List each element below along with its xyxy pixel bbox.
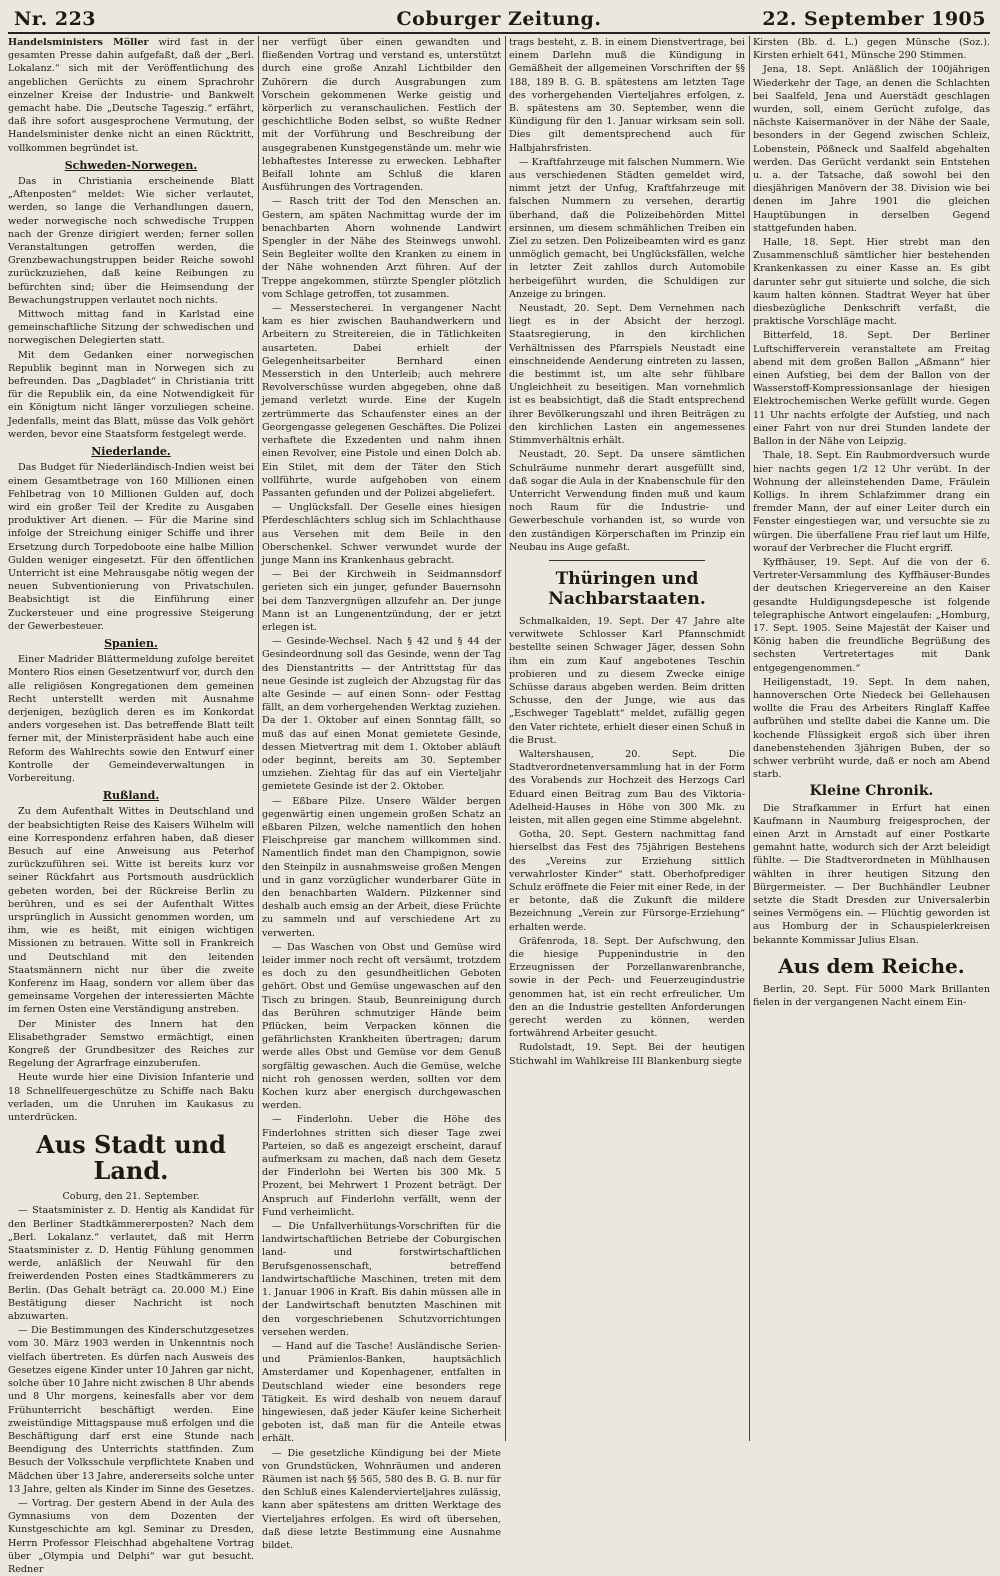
section-heading: Kleine Chronik.: [809, 783, 934, 800]
article-paragraph: Kirsten (Bb. d. L.) gegen Münsche (Soz.). Kirsten erhielt 641, Münsche 290 Stimmen.: [753, 37, 990, 62]
article-paragraph: — Staatsminister z. D. Hentig als Kandidat für den Berliner Stadtkämmererposten? Nach dem „Berl. Lokalanz.“ verlautet, daß mit Herrn Staatsminister z. D. Hentig Fühlung genommen werde, anläßlich der Neuwahl für den freiwerdenden Posten eines Stadtkämmerers zu Berlin. (Das Gehalt beträgt ca. 20.000 M.) Eine Bestätigung dieser Nachricht ist noch abzuwarten.: [8, 1205, 254, 1323]
article-paragraph: Jena, 18. Sept. Anläßlich der 100jährigen Wiederkehr der Tage, an denen die Schlachten bei Saalfeld, Jena und Auerstädt geschlagen wurden, soll, einem Gerücht zufolge, das nächste Kaisermanöver in der Nähe der Saale, besonders in der Gegend zwischen Schleiz, Lobenstein, Pößneck und Saalfeld abgehalten werden. Das Gerücht verdankt sein Entstehen u. a. der Tatsache, daß sowohl bei den diesjährigen Manövern der 38. Division wie bei denen im Jahre 1901 die gleichen Hauptübungen in derselben Gegend stattgefunden haben.: [753, 64, 990, 234]
newspaper-title: Coburger Zeitung.: [396, 8, 602, 30]
article-paragraph: — Messerstecherei. In vergangener Nacht kam es hier zwischen Bauhandwerkern und Arbeitern zu Streitereien, die in Tätlichkeiten ausarteten. Dabei erhielt der Gelegenheitsarbeiter Bernhard einen Messerstich in den Unterleib; auch mehrere Revolverschüsse wurden abgegeben, ohne daß jemand verletzt wurde. Eine der Kugeln zertrümmerte das Schaufenster eines an der Georgengasse gelegenen Geschäftes. Die Polizei verhaftete die Exzedenten und nahm ihnen einen Revolver, eine Pistole und einen Dolch ab. Ein Stilet, mit dem der Täter den Stich vollführte, wurde aufgehoben von einem Passanten gefunden und der Polizei abgeliefert.: [262, 303, 501, 499]
section-heading: Spanien.: [104, 636, 158, 650]
article-paragraph: Berlin, 20. Sept. Für 5000 Mark Brillanten fielen in der vergangenen Nacht einem Ein-: [753, 983, 990, 1009]
article-paragraph: — Rasch tritt der Tod den Menschen an. Gestern, am späten Nachmittag wurde der im benachbarten Ahorn wohnende Landwirt Spengler in der Nähe des Steinwegs unwohl. Sein Begleiter wollte den Kranken zu einem in der Nähe wohnenden Arzt führen. Auf der Treppe angekommen, stürzte Spengler plötzlich vom Schlage getroffen, tot zusammen.: [262, 196, 501, 300]
article-paragraph: — Finderlohn. Ueber die Höhe des Finderlohnes stritten sich dieser Tage zwei Parteien, so daß es angezeigt erscheint, darauf aufmerksam zu machen, daß nach dem Gesetz der Finderlohn bei Werten bis 300 Mk. 5 Prozent, bei Mehrwert 1 Prozent beträgt. Der Anspruch auf Finderlohn verfällt, wenn der Fund verheimlicht.: [262, 1114, 501, 1218]
article-paragraph: [8, 36, 254, 155]
article-paragraph: — Hand auf die Tasche! Ausländische Serien- und Prämienlos-Banken, hauptsächlich Amsterdamer und Kopenhagener, entfalten in Deutschland wieder eine besonders rege Tätigkeit. Es wird deshalb von neuem darauf hingewiesen, daß jeder Käufer keine Sicherheit geboten ist, daß man für die Anteile etwas erhält.: [262, 1340, 501, 1445]
column-2: [262, 36, 501, 1551]
article-paragraph: Einer Madrider Blättermeldung zufolge bereitet Montero Rios einen Gesetzentwurf vor, durch den alle religiösen Kongregationen dem gemeinen Recht unterstellt werden mit Ausnahme derjenigen, bezüglich deren es im Konkordat anders vorgesehen ist. Das betreffende Blatt teilt ferner mit, der Ministerpräsident habe auch eine Reform des Wahlrechts sowie den Entwurf einer Kontrolle der Gemeindeverwaltungen in Vorbereitung.: [8, 654, 254, 784]
article-paragraph: — Die Unfallverhütungs-Vorschriften für die landwirtschaftlichen Betriebe der Coburgischen land- und forstwirtschaftlichen Berufsgenossenschaft, betreffend landwirtschaftliche Maschinen, treten mit dem 1. Januar 1906 in Kraft. Bis dahin müssen alle in der Landwirtschaft benutzten Maschinen mit den vorgeschriebenen Schutzvorrichtungen versehen werden.: [262, 1221, 501, 1338]
article-text: wird fast in der gesamten Presse dahin aufgefaßt, daß der „Berl. Lokalanz.“ sich mit der Veröffentlichung des angeblichen Gerüchts zu einem Sprachrohr einzelner Kreise der Industrie- und Bankwelt gemacht habe. Die „Deutsche Tageszig.“ erfährt, daß ihre sofort ausgesprochene Vermutung, der Handelsminister denke nicht an einen Rücktritt, vollkommen begründet ist.: [8, 37, 254, 154]
section-title: Aus dem Reiche.: [778, 953, 965, 978]
column-1: [8, 36, 254, 1575]
dateline: Coburg, den 21. September.: [62, 1191, 200, 1203]
article-lead: Handelsministers Möller: [8, 37, 149, 48]
columns: [8, 36, 990, 1575]
article-paragraph: Thale, 18. Sept. Ein Raubmordversuch wurde hier nachts gegen 1/2 12 Uhr verübt. In der Wohnung der alleinstehenden Dame, Fräulein Kolligs. In ihrem Schlafzimmer drang ein fremder Mann, der auf einer Leiter durch ein Fenster eingestiegen war, und versuchte sie zu würgen. Die überfallene Frau rief laut um Hilfe, worauf der Verbrecher die Flucht ergriff.: [753, 450, 990, 554]
masthead: [8, 8, 990, 34]
article-paragraph: — Kraftfahrzeuge mit falschen Nummern. Wie aus verschiedenen Städten gemeldet wird, nimmt jetzt der Unfug, Kraftfahrzeuge mit falschen Nummern zu versehen, derartig überhand, daß die Polizeibehörden Mittel ersinnen, um diesem schmählichen Treiben ein Ziel zu setzen. Den Polizeibeamten wird es ganz unmöglich gemacht, bei Unglücksfällen, welche in letzter Zeit zahllos durch Automobile herbeigeführt wurden, die Schuldigen zur Anzeige zu bringen.: [509, 156, 745, 300]
section-heading: Rußland.: [102, 789, 160, 803]
article-paragraph: Gräfenroda, 18. Sept. Der Aufschwung, den die hiesige Puppenindustrie in den Erzeugnissen der Porzellanwarenbranche, sowie in der Pech- und Feuerzeugindustrie genommen hat, ist ein recht erfreulicher. Um den an die Industrie gestellten Anforderungen gerecht werden zu können, werden fortwährend Arbeiter gesucht.: [509, 935, 745, 1040]
article-paragraph: — Gesinde-Wechsel. Nach § 42 und § 44 der Gesindeordnung soll das Gesinde, wenn der Tag des Dienstantritts — der Antrittstag für das neue Gesinde ist zugleich der Abzugstag für das alte Gesinde — auf einen Sonn- oder Festtag fällt, an dem vorhergehenden Werktag zuziehen. Da der 1. Oktober auf einen Sonntag fällt, so muß das auf einen Monat gemietete Gesinde, dessen Mietvertrag mit dem 1. Oktober abläuft oder beginnt, bereits am 30. September umziehen. Ziehtag für das auf ein Vierteljahr gemietete Gesinde ist der 2. Oktober.: [262, 636, 501, 793]
section-heading: Schweden-Norwegen.: [64, 158, 198, 172]
article-paragraph: Schmalkalden, 19. Sept. Der 47 Jahre alte verwitwete Schlosser Karl Pfannschmidt bestellte seinen Schwager Jäger, dessen Sohn ihm ein zum Kauf angebotenes Teschin probieren und zu diesem Zwecke einige Schüsse daraus abgeben werden. Beim dritten Schusse, den der Junge, wie aus das „Eschweger Tageblatt“ meldet, zufällig gegen den Vater richtete, erhielt dieser einen Schuß in die Brust.: [509, 615, 745, 746]
section-title: Thüringen und Nachbarstaaten.: [548, 568, 706, 609]
article-paragraph: Gotha, 20. Sept. Gestern nachmittag fand hierselbst das Fest des 75jährigen Bestehens des „Vereins zur Erziehung sittlich verwahrloster Kinder“ statt. Oberhofprediger Schulz eröffnete die Feier mit einer Rede, in der er betonte, daß die Zukunft die mildere Bezeichnung „Verein zur Fürsorge-Erziehung“ erhalten werde.: [509, 829, 745, 933]
article-paragraph: Neustadt, 20. Sept. Da unsere sämtlichen Schulräume nunmehr derart ausgefüllt sind, daß sogar die Aula in der Knabenschule für den Unterricht Verwendung finden muß und kaum noch Raum für die Industrie- und Gewerbeschule vorhanden ist, so wurde von den zuständigen Körperschaften im Prinzip ein Neubau ins Auge gefaßt.: [509, 449, 745, 553]
article-paragraph: — Vortrag. Der gestern Abend in der Aula des Gymnasiums von dem Dozenten der Kunstgeschichte am kgl. Seminar zu Dresden, Herrn Professor Fleischhad abgehaltene Vortrag über „Olympia und Delphi“ war gut besucht. Redner: [8, 1497, 254, 1575]
article-paragraph: ner verfügt über einen gewandten und fließenden Vortrag und verstand es, unterstützt durch eine große Anzahl Lichtbilder den Zuhörern die durch Ausgrabungen zum Vorschein gekommenen Werke geistig und körperlich zu veranschaulichen. Festlich der geschichtliche Boden selbst, so wußte Redner mit der Vorführung und Beschreibung der ausgegrabenen Kunstgegenstände um. mehr wie lebhaftestes Interesse zu erwecken. Lebhafter Beifall lohnte am Schluß die klaren Ausführungen des Vortragenden.: [262, 37, 501, 194]
article-paragraph: Mit dem Gedanken einer norwegischen Republik beginnt man in Norwegen sich zu befreunden. Das „Dagbladet“ in Christiania tritt für die Republik ein, da eine Notwendigkeit für ein Königtum nicht länger vorzuliegen scheine. Jedenfalls, meint das Blatt, müsse das Volk gehört werden, bevor eine Staatsform festgelegt werde.: [8, 349, 254, 440]
article-paragraph: trags besteht, z. B. in einem Dienstvertrage, bei einem Darlehn muß die Kündigung in Gemäßheit der allgemeinen Vorschriften der §§ 188, 189 B. G. B. spätestens am letzten Tage des vorhergehenden Vierteljahres erfolgen, z. B. spätestens am 30. September, wenn die Kündigung für den 1. Januar wirksam sein soll. Dies gilt dementsprechend auch für Halbjahrsfristen.: [509, 37, 745, 154]
article-paragraph: Mittwoch mittag fand in Karlstad eine gemeinschaftliche Sitzung der schwedischen und norwegischen Delegierten statt.: [8, 309, 254, 347]
column-3: [509, 36, 745, 1441]
article-paragraph: — Eßbare Pilze. Unsere Wälder bergen gegenwärtig einen ungemein großen Schatz an eßbaren Pilzen, welche namentlich den hohen Fleischpreise gar manchem willkommen sind. Namentlich findet man den Champignon, sowie den Steinpilz in ausnahmsweise großen Mengen und in ganz vorzüglicher wunderbarer Güte in den benachbarten Waldern. Pilzkenner sind deshalb auch emsig an der Arbeit, diese Früchte zu sammeln und auf verschiedene Art zu verwerten.: [262, 795, 501, 939]
article-paragraph: — Unglücksfall. Der Geselle eines hiesigen Pferdeschlächters schlug sich im Schlachthause aus Versehen mit dem Beile in den Oberschenkel. Schwer verwundet wurde der junge Mann ins Krankenhaus gebracht.: [262, 502, 501, 566]
article-paragraph: — Die gesetzliche Kündigung bei der Miete von Grundstücken, Wohnräumen und anderen Räumen ist nach §§ 565, 580 des B. G. B. nur für den Schluß eines Kalendervierteljahres zulässig, kann aber spätestens am dritten Werktage des Vierteljahres erfolgen. Es wird oft übersehen, daß diese letzte Bestimmung eine Ausnahme bildet.: [262, 1447, 501, 1551]
column-rule: [258, 36, 259, 1441]
article-paragraph: Halle, 18. Sept. Hier strebt man den Zusammenschluß sämtlicher hier bestehenden Krankenkassen zu einer Kasse an. Es gibt darunter sehr gut situierte und solche, die sich kaum halten können. Stadtrat Weyer hat über diesbezügliche Denkschrift verfaßt, die praktische Vorschläge macht.: [753, 237, 990, 328]
article-paragraph: — Bei der Kirchweih in Seidmannsdorf gerieten sich ein junger, gefunder Bauernsohn bei dem Tanzvergnügen allzufehr an. Der junge Mann ist an Lungenentzündung, der er jetzt erlegen ist.: [262, 569, 501, 633]
column-rule: [505, 36, 506, 1441]
article-paragraph: Das Budget für Niederländisch-Indien weist bei einem Gesamtbetrage von 160 Millionen einen Fehlbetrag von 10 Millionen Gulden auf, doch wird ein großer Teil der Kredite zu Ausgaben produktiver Art dienen. — Für die Marine sind infolge der Streichung einiger Schiffe und ihrer Ersetzung durch Torpedoboote eine halbe Million Gulden weniger eingesetzt. Für den öffentlichen Unterricht ist eine Mehrausgabe nötig wegen der neuen Subventionierung von Privatschulen. Beabsichtigt ist die Einführung einer Zuckersteuer und eine progressive Steigerung der Gewerbesteuer.: [8, 462, 254, 632]
issue-number: Nr. 223: [14, 8, 97, 30]
section-heading: Niederlande.: [91, 445, 171, 459]
article-paragraph: — Die Bestimmungen des Kinderschutzgesetzes vom 30. März 1903 werden in Unkenntnis noch vielfach übertreten. Es dürfen nach Ausweis des Gesetzes eigene Kinder unter 10 Jahren gar nicht, solche über 10 Jahre nicht zwischen 8 Uhr abends und 8 Uhr morgens, keinesfalls aber vor dem Frühunterricht beschäftigt werden. Eine zweistündige Mittagspause muß erfolgen und die Beschäftigung darf erst eine Stunde nach Beendigung des Unterrichts stattfinden. Zum Besuch der Volksschule verpflichtete Knaben und Mädchen über 13 Jahre, andererseits solche unter 13 Jahre, gelten als Kinder im Sinne des Gesetzes.: [8, 1325, 254, 1495]
issue-date: 22. September 1905: [762, 8, 986, 30]
article-paragraph: Die Strafkammer in Erfurt hat einen Kaufmann in Naumburg freigesprochen, der einen Arzt in Arnstadt auf einer Postkarte gemahnt hatte, wodurch sich der Arzt beleidigt fühlte. — Die Stadtverordneten in Mühlhausen wählten in ihrer heutigen Sitzung den Bürgermeister. — Der Buchhändler Leubner setzte die Stadt Dresden zur Universalerbin seines Vermögens ein. — Flüchtig geworden ist aus Homburg der in Schauspielerkreisen bekannte Kommissar Julius Elsan.: [753, 802, 990, 946]
article-paragraph: Neustadt, 20. Sept. Dem Vernehmen nach liegt es in der Absicht der herzogl. Staatsregierung, in den kirchlichen Verhältnissen des Pfarrspiels Neustadt eine einschneidende Aenderung eintreten zu lassen, die bestimmt ist, um alte sehr fühlbare Ungleichheit zu beseitigen. Man vornehmlich ist es beabsichtigt, daß die Stadt entsprechend ihrer Bevölkerungszahl und ihren Beiträgen zu den kirchlichen Lasten ein angemessenes Stimmverhältnis erhält.: [509, 303, 745, 447]
divider: [549, 560, 705, 561]
article-paragraph: Heute wurde hier eine Division Infanterie und 18 Schnellfeuergeschütze zu Schiffe nach Baku verladen, um die Unruhen im Kaukasus zu unterdrücken.: [8, 1072, 254, 1124]
article-paragraph: Zu dem Aufenthalt Wittes in Deutschland und der beabsichtigten Reise des Kaisers Wilhelm will eine Korrespondenz erfahren haben, daß dieser Besuch auf eine Anweisung aus Peterhof zurückzuführen sei. Witte ist bereits kurz vor seiner Rückfahrt aus Portsmouth ausdrücklich gebeten worden, bei der Rückreise Berlin zu berühren, und es sei der Aufenthalt Wittes ursprünglich in Aussicht genommen worden, um ihm, wie es heißt, mit einigen wichtigen Missionen zu betrauen. Witte soll in Frankreich und Deutschland mit den leitenden Staatsmännern nicht nur über die zweite Konferenz im Haag, sondern vor allem über das gemeinsame Vorgehen der interessierten Mächte im fernen Osten eine Verständigung anstreben.: [8, 806, 254, 1016]
column-4: [753, 36, 990, 1441]
article-paragraph: Kyffhäuser, 19. Sept. Auf die von der 6. Vertreter-Versammlung des Kyffhäuser-Bundes der deutschen Kriegervereine an den Kaiser gesandte Huldigungsdepesche ist folgende telegraphische Antwort eingelaufen: „Homburg, 17. Sept. 1905. Seine Majestät der Kaiser und König haben die freundliche Begrüßung des sechsten Vertretertages mit Dank entgegengenommen.“: [753, 556, 990, 674]
article-paragraph: Heiligenstadt, 19. Sept. In dem nahen, hannoverschen Orte Niedeck bei Gellehausen wollte die Frau des Arbeiters Ringlaff Kaffee aufbrühen und stellte dabei die Kanne um. Die kochende Flüssigkeit ergoß sich über ihren danebenstehenden 3jährigen Buben, der so schwer verbrüht wurde, daß er noch am Abend starb.: [753, 676, 990, 781]
article-paragraph: Waltershausen, 20. Sept. Die Stadtverordnetenversammlung hat in der Form des Vorabends zur Hochzeit des Herzogs Carl Eduard einen Beitrag zum Bau des Viktoria-Adelheid-Hauses in Höhe von 300 Mk. zu leisten, mit allen gegen eine Stimme abgelehnt.: [509, 748, 745, 826]
column-rule: [749, 36, 750, 1441]
article-paragraph: — Das Waschen von Obst und Gemüse wird leider immer noch recht oft versäumt, trotzdem es doch zu den gesundheitlichen Geboten gehört. Obst und Gemüse ungewaschen auf den Tisch zu bringen. Staub, Beunreinigung durch das Berühren schmutziger Hände beim Pflücken, beim Verpacken können die gefährlichsten Krankheiten übertragen; darum werde alles Obst und Gemüse vor dem Genuß sorgfältig gewaschen. Auch die Gemüse, welche nicht roh genossen werden, sollten vor dem Kochen kurz aber energisch durchgewaschen werden.: [262, 941, 501, 1112]
article-paragraph: Bitterfeld, 18. Sept. Der Berliner Luftschifferverein veranstaltete am Freitag abend mit dem großen Ballon „Aßmann“ hier einen Aufstieg, bei dem der Ballon von der Wasserstoff-Kompressionsanlage der hiesigen Elektrochemischen Werke gefüllt wurde. Gegen 11 Uhr nachts erfolgte der Aufstieg, und nach einer Fahrt von nur drei Stunden landete der Ballon in der Nähe von Leipzig.: [753, 330, 990, 448]
article-paragraph: Rudolstadt, 19. Sept. Bei der heutigen Stichwahl im Wahlkreise III Blankenburg siegte: [509, 1042, 745, 1067]
article-paragraph: Das in Christiania erscheinende Blatt „Aftenposten“ meldet: Wie sicher verlautet, werden, so lange die Verhandlungen dauern, weder norwegische noch schwedische Truppen nach der Grenze dirigiert werden; ferner sollen Veranstaltungen getroffen werden, die Grenzbewachungstruppen beider Reiche sowohl zurückzuziehen, daß keine Reibungen zu befürchten sind; über die Heimsendung der Bewachungstruppen verlautet noch nichts.: [8, 176, 254, 306]
section-title: Aus Stadt und Land.: [36, 1130, 226, 1186]
article-paragraph: Der Minister des Innern hat den Elisabethgrader Semstwo ermächtigt, einen Kongreß der Grundbesitzer des Reiches zur Regelung der Agrarfrage einzuberufen.: [8, 1018, 254, 1070]
